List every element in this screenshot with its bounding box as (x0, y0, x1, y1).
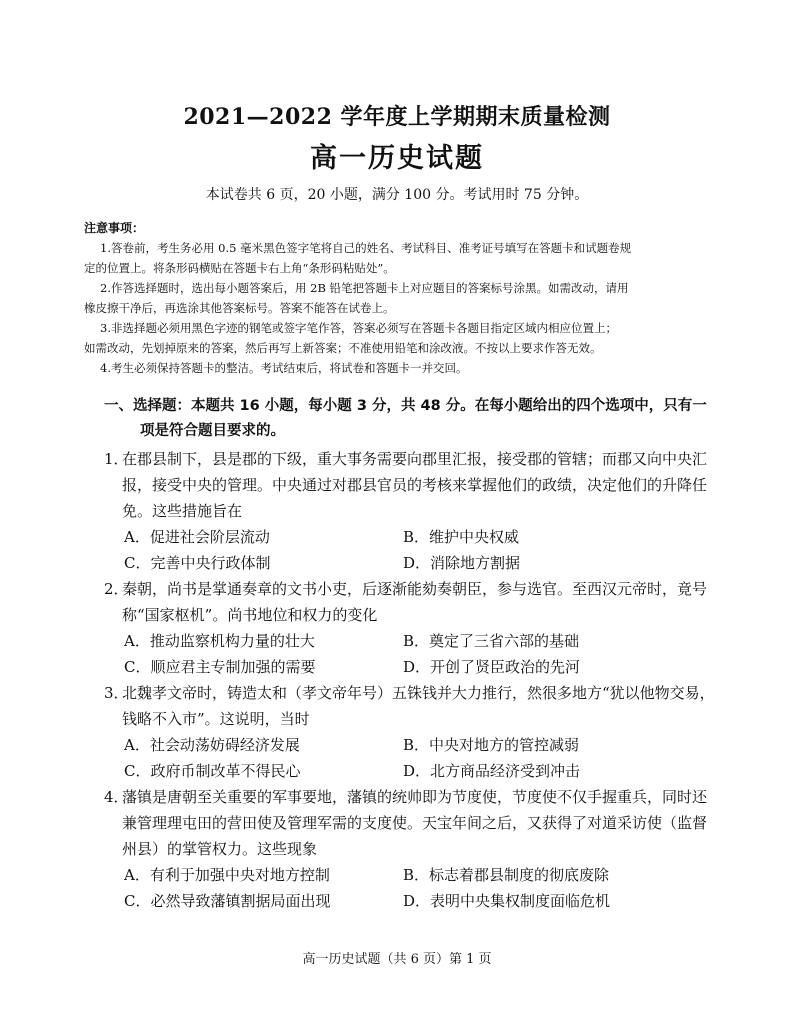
question-text-line: 称“国家枢机”。尚书地位和权力的变化 (122, 606, 378, 624)
notice-item-2-line-1: 2.作答选择题时，选出每小题答案后，用 2B 铅笔把答题卡上对应题目的答案标号涂黑。如需改动，请用 (100, 281, 629, 295)
option-b[interactable]: B．奠定了三省六部的基础 (403, 632, 580, 650)
option-b[interactable]: B．中央对地方的管控减弱 (403, 736, 580, 754)
notice-item-3-line-1: 3.非选择题必须用黑色字迹的钢笔或签字笔作答，答案必须写在答题卡各题目指定区域内相应位置上； (100, 321, 617, 335)
option-c[interactable]: C．政府币制改革不得民心 (124, 762, 301, 780)
option-a[interactable]: A．社会动荡妨碍经济发展 (124, 736, 300, 754)
question-text-line: 钱略不入市”。这说明，当时 (122, 710, 310, 728)
option-d[interactable]: D．消除地方割据 (403, 554, 521, 572)
notice-item-4: 4.考生必须保持答题卡的整洁。考试结束后，将试卷和答题卡一并交回。 (100, 361, 468, 375)
option-c[interactable]: C．必然导致藩镇割据局面出现 (124, 892, 331, 910)
notice-item-1-line-2: 定的位置上。将条形码横贴在答题卡右上角“条形码粘贴处”。 (84, 261, 395, 275)
question-text-line: 秦朝，尚书是掌通奏章的文书小吏，后逐渐能劾奏朝臣，参与选官。至西汉元帝时，竟号 (122, 580, 708, 598)
exam-title: 2021—2022 学年度上学期期末质量检测 (183, 104, 611, 130)
option-b[interactable]: B．维护中央权威 (403, 528, 520, 546)
option-a[interactable]: A．有利于加强中央对地方控制 (124, 866, 330, 884)
section-heading-cont: 项是符合题目要求的。 (140, 423, 285, 439)
option-c[interactable]: C．顺应君主专制加强的需要 (124, 658, 316, 676)
section-heading: 一、选择题：本题共 16 小题，每小题 3 分，共 48 分。在每小题给出的四个选项中，只有一 (104, 398, 707, 414)
exam-intro: 本试卷共 6 页，20 小题，满分 100 分。考试用时 75 分钟。 (205, 187, 589, 203)
notice-item-1-line-1: 1.答卷前，考生务必用 0.5 毫米黑色签字笔将自己的姓名、考试科目、准考证号填写在答题卡和试题卷规 (100, 241, 632, 255)
option-a[interactable]: A．促进社会阶层流动 (124, 528, 270, 546)
option-c[interactable]: C．完善中央行政体制 (124, 554, 271, 572)
question-number: 1． (104, 450, 129, 468)
question-text-line: 北魏孝文帝时，铸造太和（孝文帝年号）五铢钱并大力推行，然很多地方“犹以他物交易， (122, 684, 715, 702)
question-text-line: 报，接受中央的管理。中央通过对郡县官员的考核来掌握他们的政绩，决定他们的升降任 (122, 476, 708, 494)
question-text-line: 兼管理理屯田的营田使及管理军需的支度使。天宝年间之后，又获得了对道采访使（监督 (122, 814, 708, 832)
notice-item-3-line-2: 如需改动，先划掉原来的答案，然后再写上新答案；不准使用铅笔和涂改液。不按以上要求作答无效。 (84, 341, 602, 355)
option-d[interactable]: D．表明中央集权制度面临危机 (403, 892, 611, 910)
option-d[interactable]: D．北方商品经济受到冲击 (403, 762, 581, 780)
question-number: 4． (104, 788, 129, 806)
question-text-line: 免。这些措施旨在 (122, 502, 243, 520)
exam-subject-title: 高一历史试题 (310, 143, 484, 174)
option-d[interactable]: D．开创了贤臣政治的先河 (403, 658, 581, 676)
question-text-line: 藩镇是唐朝至关重要的军事要地，藩镇的统帅即为节度使，节度使不仅手握重兵，同时还 (122, 788, 708, 806)
option-a[interactable]: A．推动监察机构力量的壮大 (124, 632, 315, 650)
page-footer: 高一历史试题（共 6 页）第 1 页 (302, 952, 492, 967)
question-text-line: 在郡县制下，县是郡的下级，重大事务需要向郡里汇报，接受郡的管辖；而郡又向中央汇 (122, 450, 708, 468)
question-number: 3． (104, 684, 129, 702)
question-number: 2． (104, 580, 129, 598)
notice-item-2-line-2: 橡皮擦干净后，再选涂其他答案标号。答案不能答在试卷上。 (84, 301, 395, 315)
question-text-line: 州县）的掌管权力。这些现象 (122, 840, 318, 858)
notice-heading: 注意事项： (84, 221, 145, 235)
option-b[interactable]: B．标志着郡县制度的彻底废除 (403, 866, 610, 884)
